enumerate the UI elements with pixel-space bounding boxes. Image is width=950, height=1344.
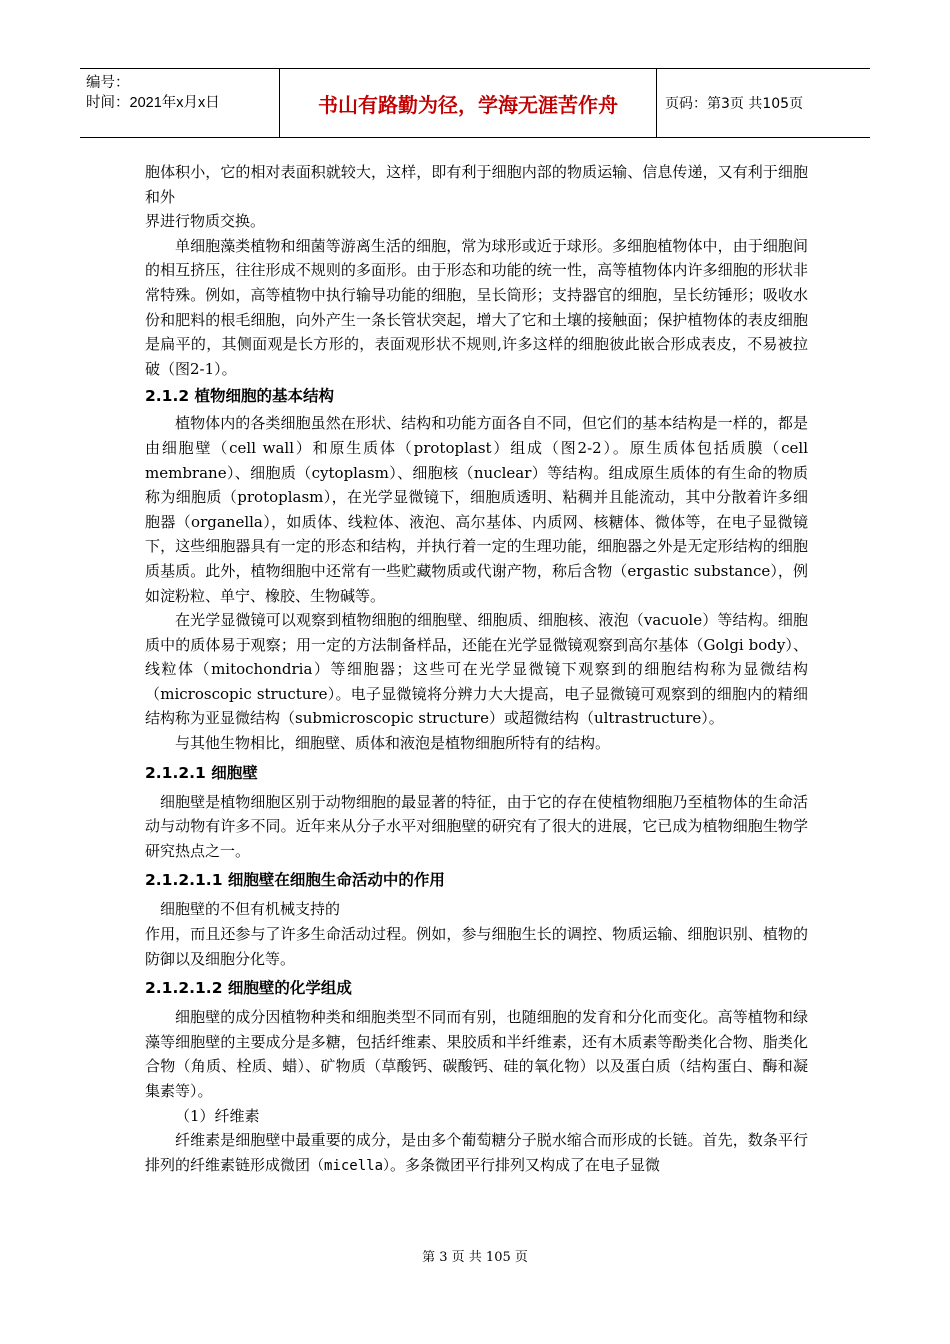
term-micella: （micella） bbox=[310, 1157, 391, 1174]
paragraph: 细胞壁是植物细胞区别于动物细胞的最显著的特征，由于它的存在使植物细胞乃至植物体的生命活动与动物有许多不同。近年来从分子水平对细胞壁的研究有了很大的进展，它已成为植物细胞生物学研究热点之一。 bbox=[145, 792, 808, 860]
section-heading: 2.1.2.1.2 细胞壁的化学组成 bbox=[145, 979, 352, 998]
header-meta bbox=[80, 69, 280, 137]
section-heading: 2.1.2 植物细胞的基本结构 bbox=[145, 387, 335, 406]
paragraph: 作用，而且还参与了许多生命活动过程。例如，参与细胞生长的调控、物质运输、细胞识别、植物的防御以及细胞分化等。 bbox=[145, 925, 808, 968]
paragraph: 胞体积小，它的相对表面积就较大，这样，即有利于细胞内部的物质运输、信息传递，又有利于细胞和外 bbox=[145, 163, 808, 206]
paragraph-text: 纤维素是细胞壁中最重要的成分，是由多个葡萄糖分子脱水缩合而形成的长链。首先，数条平行排列的纤维素链形成微团 bbox=[145, 1131, 808, 1174]
document-number: 编号： bbox=[86, 75, 130, 91]
document-date: 时间：2021年x月x日 bbox=[86, 95, 220, 111]
page-header bbox=[80, 68, 870, 138]
document-body bbox=[145, 160, 808, 1178]
section-heading: 2.1.2.1 细胞壁 bbox=[145, 763, 258, 782]
page-footer: 第 3 页 共 105 页 bbox=[422, 1250, 528, 1265]
paragraph: 植物体内的各类细胞虽然在形状、结构和功能方面各自不同，但它们的基本结构是一样的，都是由细胞壁（cell wall）和原生质体（protoplast）组成（图2-2）。原生质体包括质膜（cell membrane）、细胞质（cytoplasm）、细胞核（nuclear）等结构。组成原生质体的有生命的物质称为细胞质（protoplasm），在光学显微镜下，细胞质透明、粘稠并且能流动，其中分散着许多细胞器（organella），如质体、线粒体、液泡、高尔基体、内质网、核糖体、微体等，在电子显微镜下，这些细胞器具有一定的形态和结构，并执行着一定的生理功能，细胞器之外是无定形结构的细胞质基质。此外，植物细胞中还常有一些贮藏物质或代谢产物，称后含物（ergastic substance），例如淀粉粒、单宁、橡胶、生物碱等。 bbox=[145, 414, 808, 605]
paragraph: 单细胞藻类植物和细菌等游离生活的细胞，常为球形或近于球形。多细胞植物体中，由于细胞间的相互挤压，往往形成不规则的多面形。由于形态和功能的统一性，高等植物体内许多细胞的形状非常特殊。例如，高等植物中执行输导功能的细胞，呈长筒形；支持器官的细胞，呈长纺锤形；吸收水份和肥料的根毛细胞，向外产生一条长管状突起，增大了它和土壤的接触面；保护植物体的表皮细胞是扁平的，其侧面观是长方形的，表面观形状不规则,许多这样的细胞彼此嵌合形成表皮，不易被拉破（图2-1）。 bbox=[145, 236, 808, 378]
header-page-number: 页码：第3页 共105页 bbox=[665, 96, 804, 112]
paragraph: 细胞壁的不但有机械支持的 bbox=[160, 900, 341, 919]
section-heading: 2.1.2.1.1 细胞壁在细胞生命活动中的作用 bbox=[145, 871, 445, 890]
paragraph: 与其他生物相比，细胞壁、质体和液泡是植物细胞所特有的结构。 bbox=[175, 734, 611, 753]
sub-heading: （1）纤维素 bbox=[175, 1106, 260, 1125]
paragraph-text: 。多条微团平行排列又构成了在电子显微 bbox=[390, 1155, 661, 1174]
paragraph: 细胞壁的成分因植物种类和细胞类型不同而有别，也随细胞的发育和分化而变化。高等植物和绿藻等细胞壁的主要成分是多糖，包括纤维素、果胶质和半纤维素，还有木质素等酚类化合物、脂类化合物（角质、栓质、蜡）、矿物质（草酸钙、碳酸钙、硅的氧化物）以及蛋白质（结构蛋白、酶和凝集素等）。 bbox=[145, 1008, 808, 1100]
paragraph bbox=[145, 1128, 808, 1178]
header-motto: 书山有路勤为径，学海无涯苦作舟 bbox=[280, 69, 657, 137]
paragraph: 在光学显微镜可以观察到植物细胞的细胞壁、细胞质、细胞核、液泡（vacuole）等结构。细胞质中的质体易于观察；用一定的方法制备样品，还能在光学显微镜观察到高尔基体（Golgi body）、线粒体（mitochondria）等细胞器；这些可在光学显微镜下观察到的细胞结构称为显微结构（microscopic structure）。电子显微镜将分辨力大大提高，电子显微镜可观察到的细胞内的精细结构称为亚显微结构（submicroscopic structure）或超微结构（ultrastructure）。 bbox=[145, 611, 808, 728]
paragraph: 界进行物质交换。 bbox=[145, 212, 266, 231]
